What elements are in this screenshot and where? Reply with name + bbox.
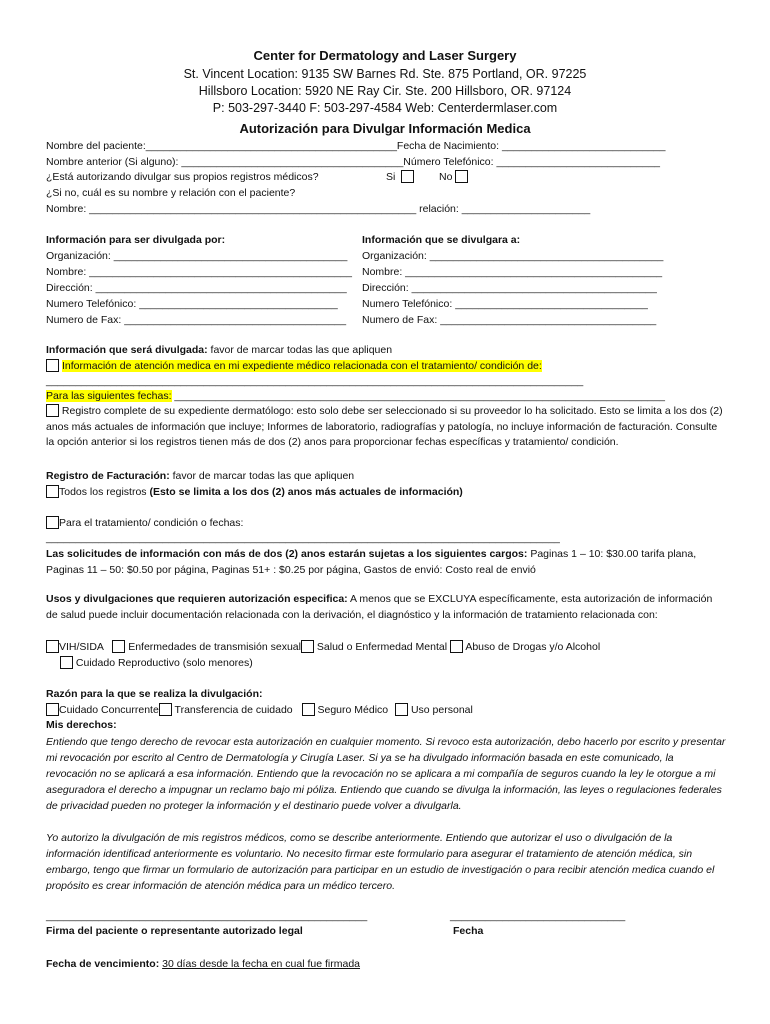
condition-line[interactable]: ____________________________________________________________________________________________	[46, 375, 584, 387]
insurance-checkbox[interactable]	[302, 703, 315, 716]
to-fax-field[interactable]: Numero de Fax: _____________________________________	[362, 314, 657, 326]
billing-treatment-line[interactable]: ________________________________________________________________________________________	[46, 532, 560, 544]
treatment-label: Información de atención medica en mi expediente médico relacionada con el tratamiento/ condición de:	[62, 360, 542, 372]
billing-treatment-option	[46, 516, 243, 531]
billing-heading-rest: favor de marcar todas las que apliquen	[169, 470, 355, 482]
from-phone-field[interactable]: Numero Telefónico: __________________________________	[46, 298, 338, 310]
to-name-field[interactable]: Nombre: ____________________________________________	[362, 266, 663, 278]
si-label: Si	[386, 171, 396, 183]
treatment-checkbox[interactable]	[46, 359, 59, 372]
std-label: Enfermedades de transmisión sexual	[128, 641, 301, 653]
info-option-treatment	[46, 359, 542, 374]
previous-name-field[interactable]: Nombre anterior (Si alguno): ______________________________________Número Telefónico: ____________________________	[46, 156, 660, 168]
insurance-label: Seguro Médico	[317, 704, 389, 716]
clinic-title: Center for Dermatology and Laser Surgery	[253, 48, 517, 63]
info-heading	[46, 343, 392, 358]
mental-health-label: Salud o Enfermedad Mental	[316, 641, 448, 653]
all-records-note: (Esto se limita a los dos (2) anos más actuales de información)	[149, 486, 463, 498]
address-line-2: Hillsboro Location: 5920 NE Ray Cir. Ste. 200 Hillsboro, OR. 97124	[198, 84, 572, 98]
from-organization-field[interactable]: Organización: ________________________________________	[46, 250, 348, 262]
concurrent-care-label: Cuidado Concurrente	[59, 704, 159, 716]
reproductive-checkbox[interactable]	[60, 656, 73, 669]
uses-paragraph	[46, 592, 726, 623]
std-checkbox[interactable]	[112, 640, 125, 653]
full-record-checkbox[interactable]	[46, 404, 59, 417]
expiry-label: Fecha de vencimiento:	[46, 958, 160, 970]
fees-bold: Las solicitudes de información con más de dos (2) anos estarán sujetas a los siguientes cargos:	[46, 548, 528, 560]
date-label: Fecha	[453, 925, 484, 937]
reproductive-label: Cuidado Reproductivo (solo menores)	[75, 657, 253, 669]
fees-rest: Paginas 1 – 10: $30.00 tarifa plana, Paginas 11 – 50: $0.50 por página, Paginas 51+ : $0.25 por página, Gastos de envió: Costo real de envió	[46, 548, 697, 576]
concurrent-care-checkbox[interactable]	[46, 703, 59, 716]
date-line[interactable]: ______________________________	[450, 910, 626, 922]
info-heading-bold: Información que será divulgada:	[46, 344, 208, 356]
expiry-line	[46, 957, 360, 972]
authorizing-own-records	[46, 170, 453, 185]
full-record-text: Registro complete de su expediente dermatólogo: esto solo debe ser seleccionado si su proveedor lo ha solicitado. Esto se limita a los dos (2) anos más actuales de información que incluye; Informes de laboratorio, radiografías y patología, no incluye información de facturación. Consulte la opción anterior si los registros tienen más de dos (2) anos para proporcionar fechas específicas y tratamiento/ condición.	[46, 405, 723, 449]
billing-treatment-label: Para el tratamiento/ condición o fechas:	[59, 517, 244, 529]
authorized-question: ¿Está autorizando divulgar sus propios registros médicos?	[46, 171, 319, 183]
si-option	[386, 170, 414, 185]
from-address-field[interactable]: Dirección: ___________________________________________	[46, 282, 347, 294]
fees-paragraph	[46, 547, 726, 578]
all-records-checkbox[interactable]	[46, 485, 59, 498]
billing-heading	[46, 469, 354, 484]
patient-name-field[interactable]: Nombre del paciente:___________________________________________Fecha de Nacimiento: ____________________________	[46, 140, 666, 152]
uses-heading: Usos y divulgaciones que requieren autorización especifica:	[46, 593, 348, 605]
billing-all-records-option	[46, 485, 463, 500]
no-checkbox[interactable]	[455, 170, 468, 183]
rights-paragraph-1: Entiendo que tengo derecho de revocar esta autorización en cualquier momento. Si revoco esta autorización, debo hacerlo por escrito y presentar mi revocación por escrito al Centro de Dermatología y Cirugía Laser. Si ya se ha divulgado información basada en este comunicado, la revocación no se aplicará a esa información. Entiendo que la revocación no se aplicara a mi compañía de seguros cuando la ley le otorgue a mi aseguradora el derecho a impugnar un reclamo bajo mi póliza. Entiendo que cuando se divulga la información, las leyes o regulaciones federales de privacidad pueden no proteger la información y el destinario puede volver a divulgarla.	[46, 736, 726, 812]
si-checkbox[interactable]	[401, 170, 414, 183]
dates-line: ____________________________________________________________________________________	[171, 390, 665, 402]
mental-health-checkbox[interactable]	[301, 640, 314, 653]
transfer-care-checkbox[interactable]	[159, 703, 172, 716]
expiry-value: 30 días desde la fecha en cual fue firmada	[162, 958, 361, 970]
substance-abuse-label: Abuso de Drogas y/o Alcohol	[465, 641, 601, 653]
all-records-label: Todos los registros	[59, 486, 150, 498]
to-organization-field[interactable]: Organización: ________________________________________	[362, 250, 664, 262]
from-heading: Información para ser divulgada por:	[46, 234, 226, 246]
info-heading-rest: favor de marcar todas las que apliquen	[207, 344, 393, 356]
signature-label: Firma del paciente o representante autorizado legal	[46, 925, 303, 937]
rights-paragraph-2: Yo autorizo la divulgación de mis registros médicos, como se describe anteriormente. Entiendo que autorizar el uso o divulgación de la información identificad anteriormente es voluntario. No necesito firmar este formulario para asegurar el tratamiento de atención médica, sin embargo, tengo que firmar un formulario de autorización para participar en un estudio de investigación o para recibir atención medica cuando el propósito es crear información de atención médica para un médico tercero.	[46, 832, 715, 892]
billing-treatment-checkbox[interactable]	[46, 516, 59, 529]
if-not-question: ¿Si no, cuál es su nombre y relación con el paciente?	[46, 187, 296, 199]
uses-text: A menos que se EXCLUYA específicamente, esta autorización de información de salud puede incluir documentación relacionada con la derivación, el diagnóstico y la información de tratamiento relacionada con:	[46, 593, 713, 621]
reason-heading: Razón para la que se realiza la divulgación:	[46, 688, 263, 700]
form-title: Autorización para Divulgar Información Medica	[239, 121, 531, 136]
no-option	[439, 170, 468, 185]
address-line-1: St. Vincent Location: 9135 SW Barnes Rd. Ste. 875 Portland, OR. 97225	[183, 67, 587, 81]
dates-label: Para las siguientes fechas:	[46, 390, 172, 402]
no-label: No	[439, 171, 453, 183]
name-relation-field[interactable]: Nombre: ________________________________________________________ relación: ______________________	[46, 203, 591, 215]
personal-use-checkbox[interactable]	[395, 703, 408, 716]
uses-options	[46, 640, 600, 655]
reproductive-option	[60, 656, 253, 671]
vih-checkbox[interactable]	[46, 640, 59, 653]
billing-heading-bold: Registro de Facturación:	[46, 470, 170, 482]
to-address-field[interactable]: Dirección: __________________________________________	[362, 282, 657, 294]
reason-options	[46, 703, 473, 718]
full-record-option	[46, 404, 726, 451]
substance-abuse-checkbox[interactable]	[450, 640, 463, 653]
to-phone-field[interactable]: Numero Telefónico: _________________________________	[362, 298, 648, 310]
contact-line: P: 503-297-3440 F: 503-297-4584 Web: Centerdermlaser.com	[212, 101, 558, 115]
to-heading: Información que se divulgara a:	[362, 234, 521, 246]
dates-field[interactable]	[46, 389, 665, 404]
vih-label: VIH/SIDA	[59, 641, 104, 653]
signature-line[interactable]: _______________________________________________________	[46, 910, 368, 922]
transfer-care-label: Transferencia de cuidado	[174, 704, 293, 716]
personal-use-label: Uso personal	[410, 704, 473, 716]
rights-heading: Mis derechos:	[46, 719, 117, 731]
from-name-field[interactable]: Nombre: _____________________________________________	[46, 266, 352, 278]
from-fax-field[interactable]: Numero de Fax: ______________________________________	[46, 314, 347, 326]
